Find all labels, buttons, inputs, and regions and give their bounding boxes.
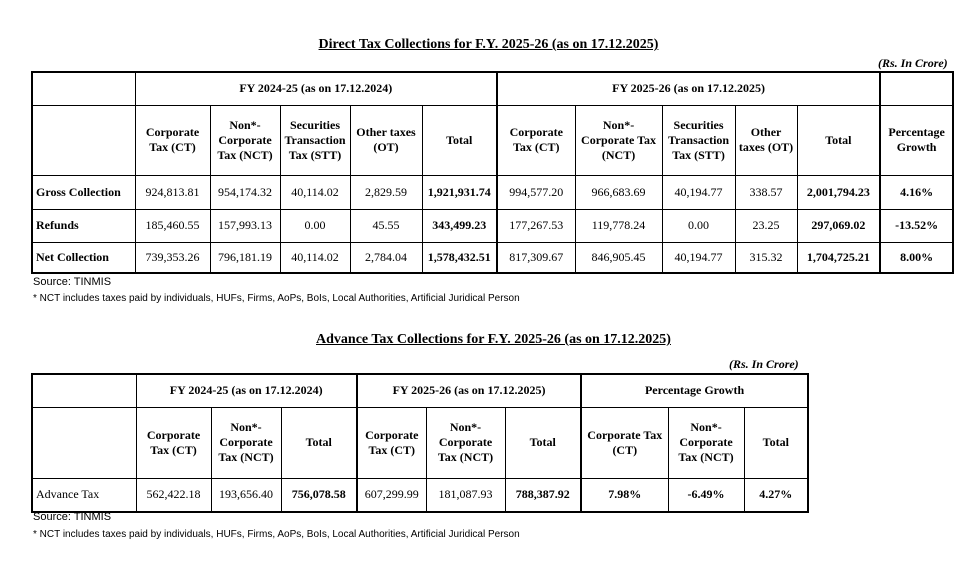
cell-value: 177,267.53: [497, 209, 575, 242]
cell-total: 1,704,725.21: [797, 242, 880, 273]
adv-col-nct-growth: Non*-Corporate Tax (NCT): [668, 407, 744, 478]
advance-unit-note: (Rs. In Crore): [729, 357, 799, 371]
corner-cell: [32, 374, 136, 407]
adv-col-ct-prev: Corporate Tax (CT): [136, 407, 211, 478]
direct-unit-note: (Rs. In Crore): [878, 56, 948, 70]
col-ot-prev: Other taxes (OT): [350, 105, 422, 175]
cell-value: 157,993.13: [210, 209, 280, 242]
cell-total: 1,921,931.74: [422, 175, 497, 209]
col-ot-curr: Other taxes (OT): [735, 105, 797, 175]
row-label: Refunds: [32, 209, 135, 242]
adv-col-nct-curr: Non*-Corporate Tax (NCT): [426, 407, 505, 478]
direct-source: Source: TINMIS: [33, 276, 112, 288]
col-stt-prev: Securities Transaction Tax (STT): [280, 105, 350, 175]
cell-value: 185,460.55: [135, 209, 210, 242]
row-label: Net Collection: [32, 242, 135, 273]
cell-total: 343,499.23: [422, 209, 497, 242]
advance-tax-title: Advance Tax Collections for F.Y. 2025-26 (as on 17.12.2025): [316, 332, 671, 347]
cell-total: 756,078.58: [281, 478, 357, 512]
col-nct-prev: Non*-Corporate Tax (NCT): [210, 105, 280, 175]
adv-col-total-curr: Total: [505, 407, 581, 478]
advance-source: Source: TINMIS: [33, 511, 112, 523]
cell-value: 2,829.59: [350, 175, 422, 209]
cell-value: 40,114.02: [280, 175, 350, 209]
cell-value: 739,353.26: [135, 242, 210, 273]
col-total-prev: Total: [422, 105, 497, 175]
cell-growth: 4.16%: [880, 175, 953, 209]
cell-value: 0.00: [280, 209, 350, 242]
cell-value: 193,656.40: [211, 478, 281, 512]
cell-value: 119,778.24: [575, 209, 662, 242]
col-growth: Percentage Growth: [880, 105, 953, 175]
table-row: [32, 175, 953, 209]
table-row: [32, 478, 808, 512]
cell-value: 40,114.02: [280, 242, 350, 273]
adv-period-curr-header: FY 2025-26 (as on 17.12.2025): [357, 374, 581, 407]
cell-value: 966,683.69: [575, 175, 662, 209]
col-stt-curr: Securities Transaction Tax (STT): [662, 105, 735, 175]
table-row: [32, 209, 953, 242]
cell-value: 181,087.93: [426, 478, 505, 512]
adv-col-nct-prev: Non*-Corporate Tax (NCT): [211, 407, 281, 478]
row-label: Gross Collection: [32, 175, 135, 209]
adv-growth-header: Percentage Growth: [581, 374, 808, 407]
adv-period-prev-header: FY 2024-25 (as on 17.12.2024): [136, 374, 357, 407]
cell-value: 40,194.77: [662, 175, 735, 209]
cell-value: 315.32: [735, 242, 797, 273]
direct-tax-table: [31, 71, 954, 274]
corner-cell: [32, 72, 135, 105]
col-ct-prev: Corporate Tax (CT): [135, 105, 210, 175]
adv-col-total-prev: Total: [281, 407, 357, 478]
label-col-header: [32, 407, 136, 478]
period-prev-header: FY 2024-25 (as on 17.12.2024): [135, 72, 497, 105]
cell-value: 23.25: [735, 209, 797, 242]
cell-growth: 7.98%: [581, 478, 668, 512]
row-label: Advance Tax: [32, 478, 136, 512]
adv-col-ct-curr: Corporate Tax (CT): [357, 407, 426, 478]
cell-value: 338.57: [735, 175, 797, 209]
cell-value: 796,181.19: [210, 242, 280, 273]
cell-value: 994,577.20: [497, 175, 575, 209]
advance-footnote: * NCT includes taxes paid by individuals, HUFs, Firms, AoPs, BoIs, Local Authorities, Artificial Juridical Person: [33, 529, 520, 540]
cell-value: 562,422.18: [136, 478, 211, 512]
cell-value: 954,174.32: [210, 175, 280, 209]
cell-value: 817,309.67: [497, 242, 575, 273]
cell-value: 607,299.99: [357, 478, 426, 512]
cell-value: 846,905.45: [575, 242, 662, 273]
cell-value: 45.55: [350, 209, 422, 242]
cell-growth: -6.49%: [668, 478, 744, 512]
cell-total: 788,387.92: [505, 478, 581, 512]
cell-total: 297,069.02: [797, 209, 880, 242]
col-total-curr: Total: [797, 105, 880, 175]
cell-total: 1,578,432.51: [422, 242, 497, 273]
cell-value: 0.00: [662, 209, 735, 242]
label-col-header: [32, 105, 135, 175]
period-curr-header: FY 2025-26 (as on 17.12.2025): [497, 72, 880, 105]
direct-tax-title: Direct Tax Collections for F.Y. 2025-26 (as on 17.12.2025): [318, 37, 659, 52]
cell-growth: 4.27%: [744, 478, 808, 512]
cell-growth: -13.52%: [880, 209, 953, 242]
adv-col-total-growth: Total: [744, 407, 808, 478]
table-row: [32, 242, 953, 273]
direct-footnote: * NCT includes taxes paid by individuals, HUFs, Firms, AoPs, BoIs, Local Authorities, Artificial Juridical Person: [33, 293, 520, 304]
cell-value: 2,784.04: [350, 242, 422, 273]
col-nct-curr: Non*-Corporate Tax (NCT): [575, 105, 662, 175]
growth-corner-cell: [880, 72, 953, 105]
cell-growth: 8.00%: [880, 242, 953, 273]
cell-value: 924,813.81: [135, 175, 210, 209]
cell-value: 40,194.77: [662, 242, 735, 273]
advance-tax-table: [31, 373, 809, 513]
col-ct-curr: Corporate Tax (CT): [497, 105, 575, 175]
cell-total: 2,001,794.23: [797, 175, 880, 209]
adv-col-ct-growth: Corporate Tax (CT): [581, 407, 668, 478]
